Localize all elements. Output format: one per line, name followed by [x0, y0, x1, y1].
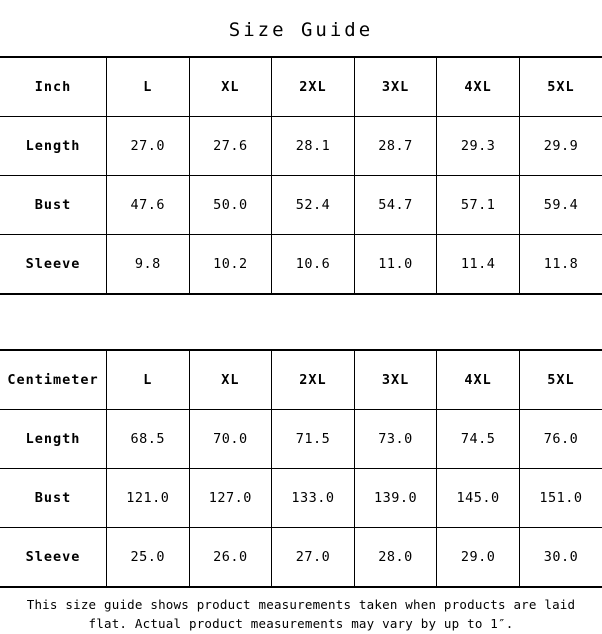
table-row — [0, 176, 602, 235]
table-row — [0, 528, 602, 587]
size-header-xl: XL — [189, 58, 272, 117]
cell-value: 59.4 — [519, 176, 602, 235]
table-header-row — [0, 58, 602, 117]
cell-value: 27.6 — [189, 117, 272, 176]
size-header-5xl: 5XL — [519, 351, 602, 410]
cell-value: 25.0 — [107, 528, 190, 587]
cell-value: 145.0 — [437, 469, 520, 528]
cell-value: 76.0 — [519, 410, 602, 469]
size-header-3xl: 3XL — [354, 351, 437, 410]
cell-value: 52.4 — [272, 176, 355, 235]
cell-value: 29.0 — [437, 528, 520, 587]
table-separator — [0, 293, 602, 351]
cell-value: 54.7 — [354, 176, 437, 235]
row-label-sleeve: Sleeve — [0, 528, 107, 587]
cell-value: 74.5 — [437, 410, 520, 469]
size-header-5xl: 5XL — [519, 58, 602, 117]
row-label-length: Length — [0, 410, 107, 469]
cell-value: 29.9 — [519, 117, 602, 176]
cell-value: 139.0 — [354, 469, 437, 528]
cell-value: 127.0 — [189, 469, 272, 528]
centimeter-size-table — [0, 351, 602, 586]
table-row — [0, 469, 602, 528]
size-header-2xl: 2XL — [272, 58, 355, 117]
cell-value: 27.0 — [107, 117, 190, 176]
size-header-3xl: 3XL — [354, 58, 437, 117]
cell-value: 10.2 — [189, 235, 272, 294]
unit-label-centimeter: Centimeter — [0, 351, 107, 410]
inch-size-table — [0, 58, 602, 293]
cell-value: 28.7 — [354, 117, 437, 176]
page-title: Size Guide — [228, 19, 374, 41]
cell-value: 28.1 — [272, 117, 355, 176]
cell-value: 26.0 — [189, 528, 272, 587]
cell-value: 70.0 — [189, 410, 272, 469]
footnote-section — [0, 586, 602, 634]
table-header-row — [0, 351, 602, 410]
row-label-sleeve: Sleeve — [0, 235, 107, 294]
size-header-l: L — [107, 58, 190, 117]
cell-value: 151.0 — [519, 469, 602, 528]
size-header-2xl: 2XL — [272, 351, 355, 410]
size-header-l: L — [107, 351, 190, 410]
cell-value: 11.4 — [437, 235, 520, 294]
cell-value: 11.0 — [354, 235, 437, 294]
cell-value: 47.6 — [107, 176, 190, 235]
size-header-xl: XL — [189, 351, 272, 410]
cell-value: 68.5 — [107, 410, 190, 469]
table-row — [0, 117, 602, 176]
cell-value: 71.5 — [272, 410, 355, 469]
cell-value: 57.1 — [437, 176, 520, 235]
cell-value: 30.0 — [519, 528, 602, 587]
size-header-4xl: 4XL — [437, 58, 520, 117]
table-row — [0, 235, 602, 294]
cell-value: 27.0 — [272, 528, 355, 587]
cell-value: 121.0 — [107, 469, 190, 528]
row-label-bust: Bust — [0, 469, 107, 528]
cell-value: 133.0 — [272, 469, 355, 528]
cell-value: 73.0 — [354, 410, 437, 469]
size-header-4xl: 4XL — [437, 351, 520, 410]
table-row — [0, 410, 602, 469]
cell-value: 28.0 — [354, 528, 437, 587]
unit-label-inch: Inch — [0, 58, 107, 117]
row-label-bust: Bust — [0, 176, 107, 235]
row-label-length: Length — [0, 117, 107, 176]
cell-value: 29.3 — [437, 117, 520, 176]
cell-value: 50.0 — [189, 176, 272, 235]
footnote-text: This size guide shows product measurements taken when products are laid flat. Actual product measurements may vary by up to 1″. — [26, 597, 576, 631]
cell-value: 9.8 — [107, 235, 190, 294]
cell-value: 10.6 — [272, 235, 355, 294]
cell-value: 11.8 — [519, 235, 602, 294]
